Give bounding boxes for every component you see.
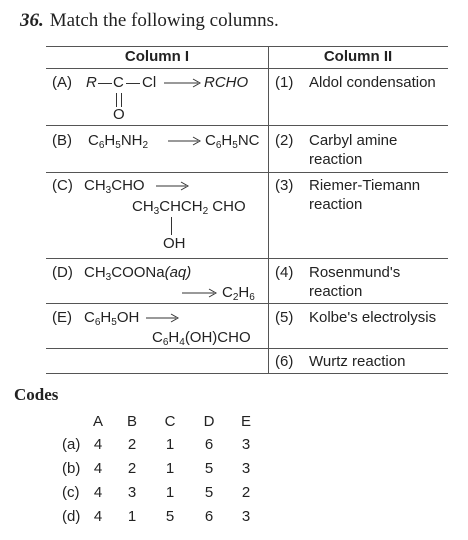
codes-row-a-value: 3 bbox=[241, 436, 251, 453]
row-a-bond-2 bbox=[126, 83, 140, 84]
row-e-arrow-icon bbox=[146, 312, 180, 324]
codes-row-a-value: 4 bbox=[93, 436, 103, 453]
option-2-text-line1: Carbyl amine bbox=[309, 132, 398, 149]
row-a-o: O bbox=[113, 106, 125, 123]
option-2-text-line2: reaction bbox=[309, 151, 363, 168]
column-divider bbox=[268, 46, 269, 373]
row-b-rhs: $C_6H_5NC$ bbox=[205, 132, 260, 151]
row-c-arrow-icon bbox=[156, 180, 190, 192]
codes-row-a-value: 2 bbox=[127, 436, 137, 453]
question-number: 36. bbox=[20, 10, 44, 31]
row-c-border bbox=[46, 258, 448, 259]
row-a-r: R bbox=[86, 74, 97, 91]
codes-row-b-value: 4 bbox=[93, 460, 103, 477]
row-d-arrow-icon bbox=[182, 287, 218, 299]
row-c-label: (C) bbox=[52, 177, 73, 194]
row-a-border bbox=[46, 125, 448, 126]
option-4-num: (4) bbox=[275, 264, 294, 281]
table-bottom-border bbox=[46, 373, 448, 374]
option-3-num: (3) bbox=[275, 177, 294, 194]
codes-row-a-label: (a) bbox=[62, 436, 81, 453]
codes-row-c-value: 5 bbox=[204, 484, 214, 501]
codes-row-b-value: 5 bbox=[204, 460, 214, 477]
codes-row-a-value: 6 bbox=[204, 436, 214, 453]
codes-title: Codes bbox=[14, 385, 59, 404]
option-5-num: (5) bbox=[275, 309, 294, 326]
codes-header-b: B bbox=[126, 413, 137, 430]
row-a-rcho: RCHO bbox=[204, 74, 249, 91]
row-a-cl: Cl bbox=[142, 74, 157, 91]
option-5-text: Kolbe's electrolysis bbox=[309, 309, 437, 326]
row-c-product: $CH_3CHCH_2$ CHO bbox=[132, 198, 246, 217]
row-e-label: (E) bbox=[52, 309, 72, 326]
codes-row-b-label: (b) bbox=[62, 460, 81, 477]
header-bottom-border bbox=[46, 68, 448, 69]
row-d-label: (D) bbox=[52, 264, 73, 281]
option-6-num: (6) bbox=[275, 353, 294, 370]
row-c-bond bbox=[171, 217, 172, 235]
row-d-lhs: $CH_3COONa(aq)$ bbox=[84, 264, 192, 283]
row-a-double-bond-2 bbox=[121, 93, 122, 107]
option-2-num: (2) bbox=[275, 132, 294, 149]
option-1-text: Aldol condensation bbox=[309, 74, 436, 91]
codes-row-c-value: 1 bbox=[165, 484, 175, 501]
codes-row-d-value: 3 bbox=[241, 508, 251, 525]
codes-row-d-label: (d) bbox=[62, 508, 81, 525]
row-d-border bbox=[46, 303, 448, 304]
row-e-border bbox=[46, 348, 448, 349]
question-line bbox=[20, 10, 279, 32]
codes-row-d-value: 6 bbox=[204, 508, 214, 525]
row-b-border bbox=[46, 172, 448, 173]
codes-row-c-value: 3 bbox=[127, 484, 137, 501]
option-4-text-line2: reaction bbox=[309, 283, 363, 300]
column-2-header: Column II bbox=[323, 48, 393, 65]
codes-row-d-value: 4 bbox=[93, 508, 103, 525]
row-a-bond-1 bbox=[98, 83, 112, 84]
row-b-arrow-icon bbox=[168, 135, 202, 147]
option-3-text-line1: Riemer-Tiemann bbox=[309, 177, 421, 194]
table-top-border bbox=[46, 46, 448, 47]
codes-row-b-value: 2 bbox=[127, 460, 137, 477]
row-e-lhs: $C_6H_5OH$ bbox=[84, 309, 140, 328]
question-text: Match the following columns. bbox=[49, 10, 279, 31]
option-6-text: Wurtz reaction bbox=[309, 353, 406, 370]
row-b-lhs: $C_6H_5NH_2$ bbox=[88, 132, 149, 151]
row-a-label: (A) bbox=[52, 74, 72, 91]
row-c-oh: OH bbox=[163, 235, 186, 252]
codes-row-d-value: 1 bbox=[127, 508, 137, 525]
codes-row-b-value: 3 bbox=[241, 460, 251, 477]
codes-header-d: D bbox=[203, 413, 215, 430]
row-a-arrow-icon bbox=[164, 77, 202, 89]
option-1-num: (1) bbox=[275, 74, 294, 91]
codes-header-c: C bbox=[164, 413, 176, 430]
codes-header-a: A bbox=[92, 413, 103, 430]
codes-row-c-value: 2 bbox=[241, 484, 251, 501]
column-1-header: Column I bbox=[124, 48, 190, 65]
codes-row-d-value: 5 bbox=[165, 508, 175, 525]
codes-row-c-value: 4 bbox=[93, 484, 103, 501]
codes-header-e: E bbox=[240, 413, 251, 430]
row-a-c: C bbox=[113, 74, 124, 91]
row-b-label: (B) bbox=[52, 132, 72, 149]
codes-row-c-label: (c) bbox=[62, 484, 80, 501]
row-a-double-bond-1 bbox=[116, 93, 117, 107]
option-3-text-line2: reaction bbox=[309, 196, 363, 213]
codes-row-a-value: 1 bbox=[165, 436, 175, 453]
row-e-product: $C_6H_4(OH)CHO$ bbox=[152, 329, 251, 348]
row-c-lhs: $CH_3CHO$ bbox=[84, 177, 145, 196]
option-4-text-line1: Rosenmund's bbox=[309, 264, 401, 281]
row-d-product: $C_2H_6$ bbox=[222, 284, 255, 303]
codes-row-b-value: 1 bbox=[165, 460, 175, 477]
